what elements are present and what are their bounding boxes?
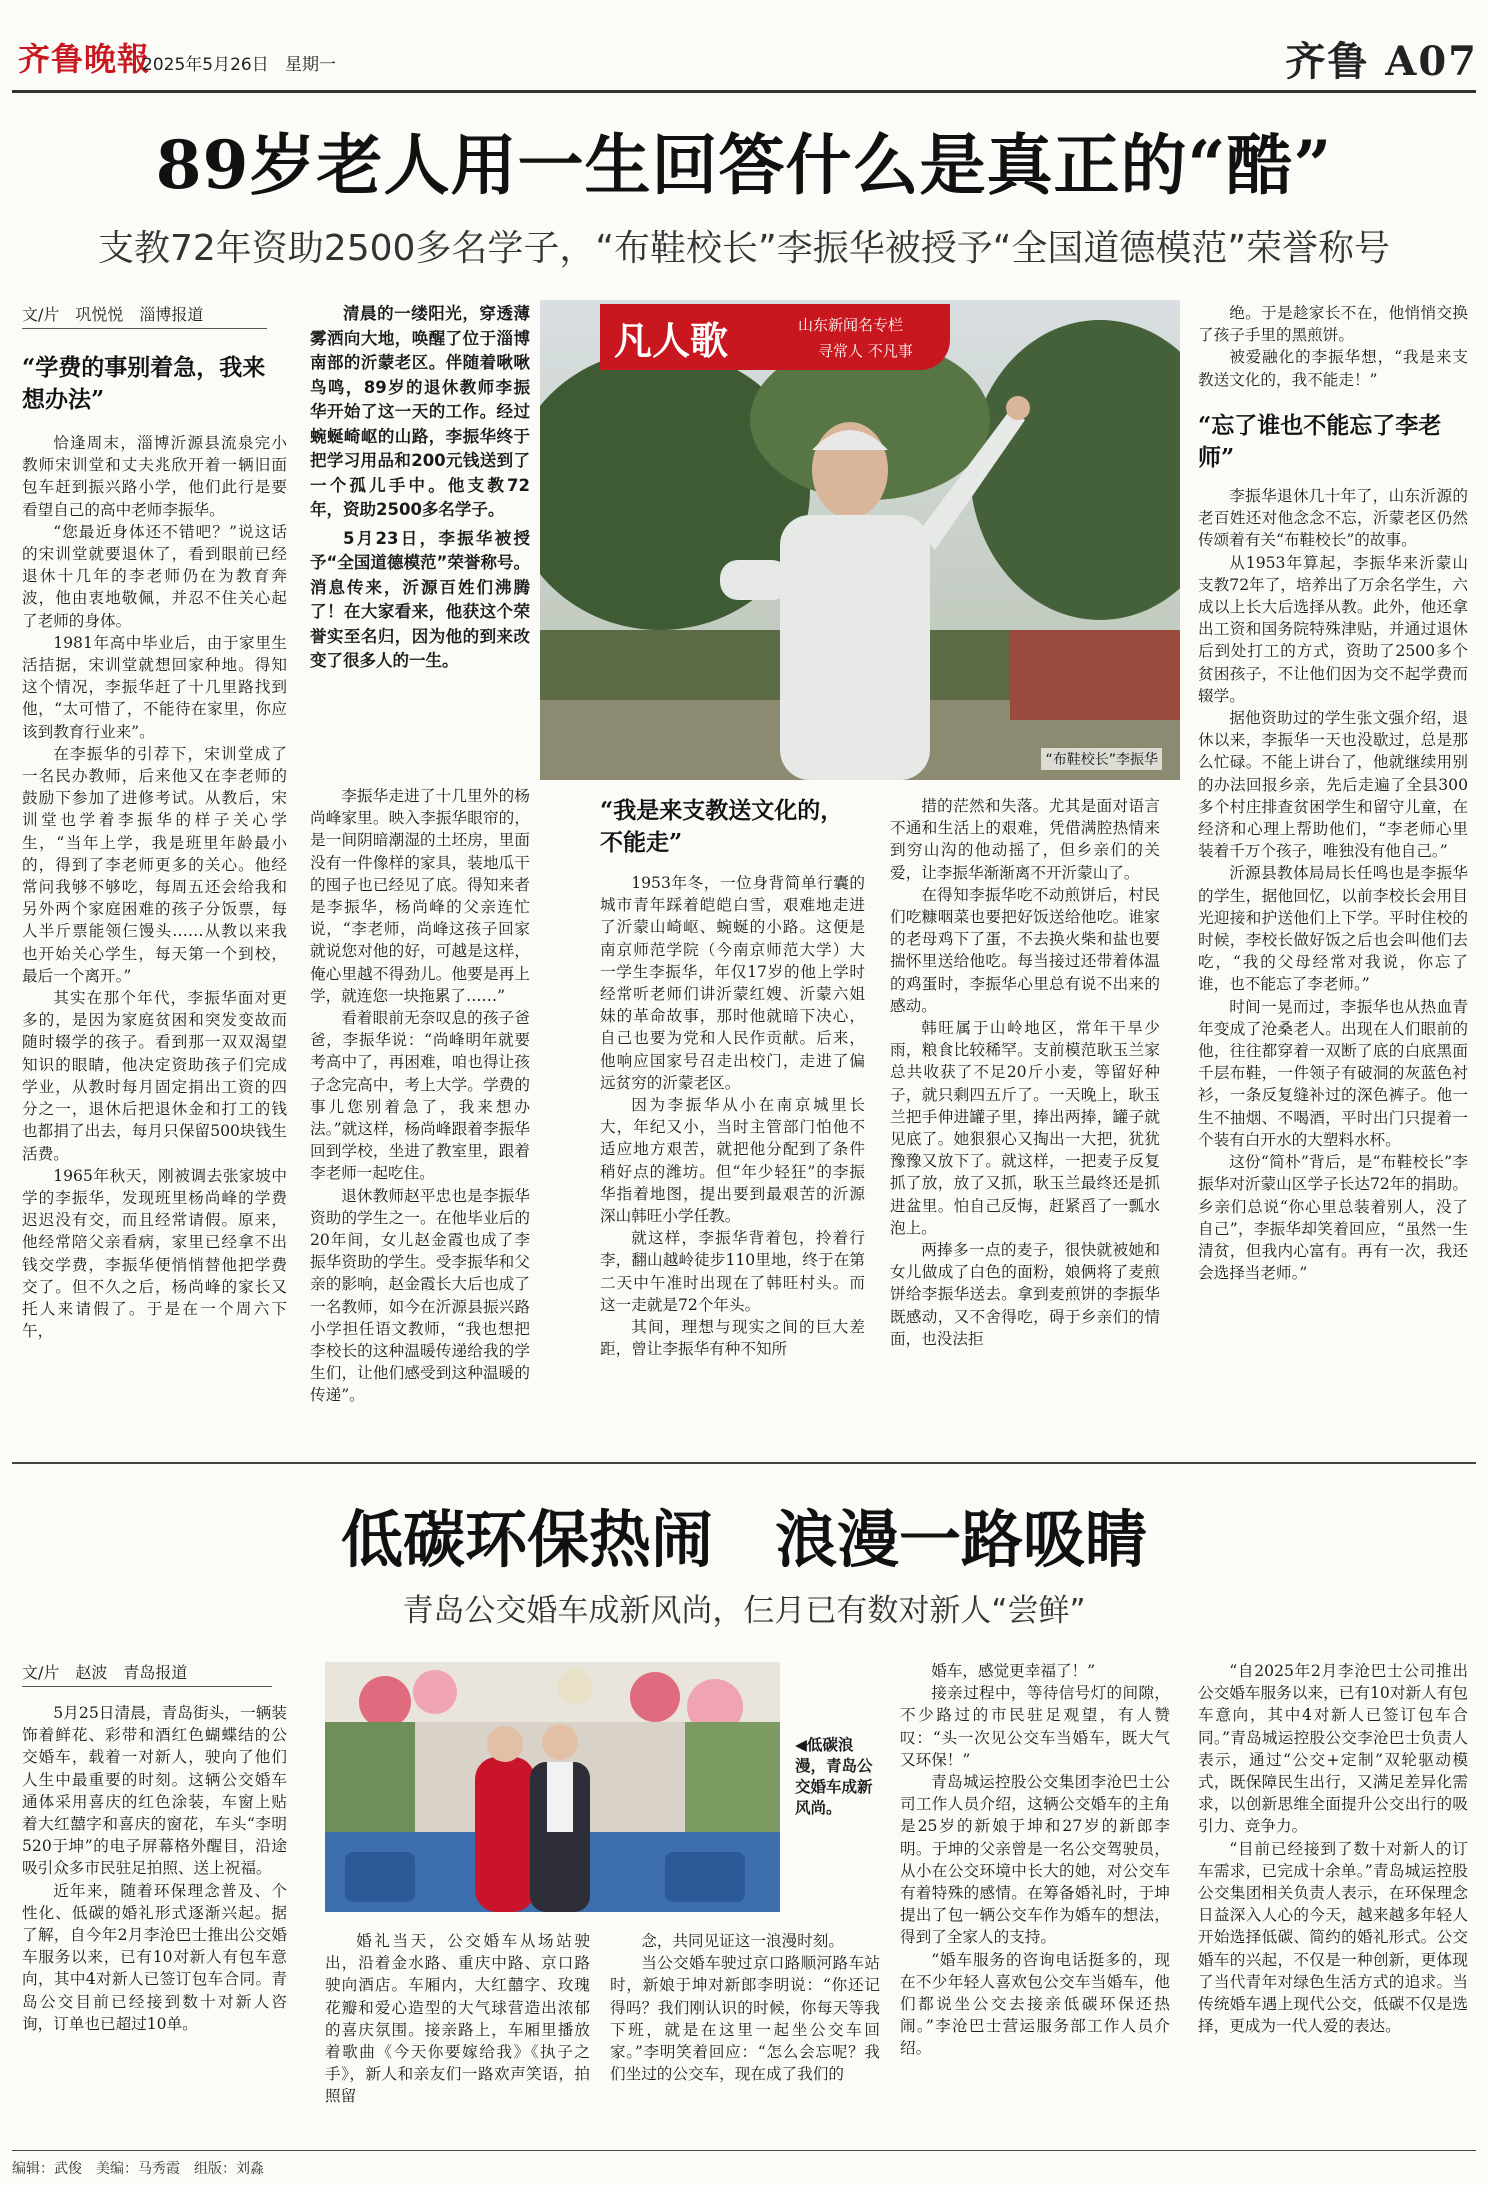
caption-arrow-icon: ◀	[795, 1736, 807, 1754]
paragraph: 李振华走进了十几里外的杨尚峰家里。映入李振华眼帘的，是一间阴暗潮湿的土坯房，里面没有一件像样的家具，装地瓜干的囤子也已经见了底。得知来者是李振华，杨尚峰的父亲连忙说，“李老师，尚峰这孩子回家就说您对他的好，可越是这样，俺心里越不得劲儿。他要是再上学，就连您一块拖累了……”	[310, 787, 530, 1005]
paragraph: 这份“简朴”背后，是“布鞋校长”李振华对沂蒙山区学子长达72年的捐助。乡亲们总说“你心里总装着别人，没了自己”，李振华却笑着回应，“虽然一生清贫，但我内心富有。再有一次，我还会选择当老师。”	[1198, 1153, 1468, 1283]
column-badge-tag1: 山东新闻名专栏	[798, 316, 904, 334]
story1-subhead-2: “我是来支教送文化的，不能走”	[600, 797, 844, 856]
story1-column-1	[22, 432, 287, 1430]
paragraph: “目前已经接到了数十对新人的订车需求，已完成十余单。”青岛城运控股公交集团相关负责人表示，在环保理念日益深入人心的今天，越来越多年轻人开始选择低碳、简约的婚礼形式。公交婚车的兴起，不仅是一种创新，更体现了当代青年对绿色生活方式的追求。当传统婚车遇上现代公交，低碳不仅是选择，更成为一代人爱的表达。	[1198, 1839, 1468, 2036]
paragraph: 韩旺属于山岭地区，常年干旱少雨，粮食比较稀罕。支前模范耿玉兰家总共收获了不足20斤小麦，等留好种子，就只剩四五斤了。一天晚上，耿玉兰把手伸进罐子里，捧出两捧，罐子就见底了。她狠狠心又掏出一大把，犹犹豫豫又放下了。就这样，一把麦子反复抓了放，放了又抓，耿玉兰最终还是抓进盆里。怕自己反悔，赶紧舀了一瓢水泡上。	[890, 1019, 1160, 1237]
paragraph: 两捧多一点的麦子，很快就被她和女儿做成了白色的面粉，娘俩将了麦煎饼给李振华送去。拿到麦煎饼的李振华既感动，又不舍得吃，碍于乡亲们的情面，也没法拒	[890, 1241, 1160, 1348]
paragraph: 近年来，随着环保理念普及、个性化、低碳的婚礼形式逐渐兴起。据了解，自今年2月李沧巴士推出公交婚车服务以来，已有10对新人有包车意向，其中4对新人已签订包车合同。青岛公交目前已经接到数十对新人咨询，订单也已超过10单。	[22, 1881, 287, 2033]
bottom-rule	[12, 2150, 1476, 2151]
story1-column-2	[310, 785, 530, 1430]
paragraph: 婚车，感觉更幸福了！”	[931, 1662, 1096, 1680]
story-separator	[12, 1462, 1476, 1464]
story1-lead	[310, 302, 530, 764]
paragraph: “您最近身体还不错吧？”说这话的宋训堂就要退休了，看到眼前已经退休十几年的李老师仍在为教育奔波，他由衷地敬佩，并忍不住关心起了老师的身体。	[22, 522, 287, 630]
paragraph: 念，共同见证这一浪漫时刻。	[641, 1932, 844, 1950]
story1-byline: 文/片 巩悦悦 淄博报道	[22, 302, 267, 329]
paragraph: 在李振华的引荐下，宋训堂成了一名民办教师，后来他又在李老师的鼓励下参加了进修考试。从教后，宋训堂也学着李振华的样子关心学生，“当年上学，我是班里年龄最小的，得到了李老师更多的关心。他经常问我够不够吃，每周五还会给我和另外两个家庭困难的孩子分饭票，每人半斤票能领仨馒头……从教以来我也开始关心学生，每天第一个到校，最后一个离开。”	[22, 744, 287, 985]
paragraph: 就这样，李振华背着包，拎着行李，翻山越岭徒步110里地，终于在第二天中午准时出现在了韩旺村头。而这一走就是72个年头。	[600, 1229, 865, 1314]
paragraph: 据他资助过的学生张文强介绍，退休以来，李振华一天也没歇过，总是那么忙碌。不能上讲台了，他就继续用别的办法回报乡亲，先后走遍了全县300多个村庄排查贫困学生和留守儿童，在经济和心理上帮助他们，“李老师心里装着千万个孩子，唯独没有他自己。”	[1198, 709, 1468, 861]
story1-subhead-3: “忘了谁也不能忘了李老师”	[1198, 412, 1442, 471]
paragraph: 5月25日清晨，青岛街头，一辆装饰着鲜花、彩带和酒红色蝴蝶结的公交婚车，载着一对新人，驶向了他们人生中最重要的时刻。这辆公交婚车通体采用喜庆的红色涂装，车窗上贴着大红囍字和喜庆的窗花，车头“李明520于坤”的电子屏幕格外醒目，沿途吸引众多市民驻足拍照、送上祝福。	[22, 1704, 287, 1878]
paragraph: 从1953年算起，李振华来沂蒙山支教72年了，培养出了万余名学生，六成以上长大后选择从教。此外，他还拿出工资和国务院特殊津贴，并通过退休后到处打工的方式，资助了2500多个贫困孩子，不让他们因为交不起学费而辍学。	[1198, 553, 1468, 705]
story2-byline: 文/片 赵波 青岛报道	[22, 1660, 272, 1687]
paragraph: 1965年秋天，刚被调去张家坡中学的李振华，发现班里杨尚峰的学费迟迟没有交，而且经常请假。原来，他经常陪父亲看病，家里已经拿不出钱交学费，李振华便悄悄替他把学费交了。但不久之后，杨尚峰的家长又托人来请假了。于是在一个周六下午，	[22, 1166, 287, 1341]
top-rule	[12, 90, 1476, 93]
story1-headline: 89岁老人用一生回答什么是真正的“酷”	[155, 126, 1333, 204]
paragraph: 接亲过程中，等待信号灯的间隙，不少路过的市民驻足观望，有人赞叹：“头一次见公交车当婚车，既大气又环保！”	[900, 1684, 1170, 1769]
issue-date: 2025年5月26日	[142, 55, 269, 75]
story2-photo	[325, 1662, 780, 1912]
paragraph: 青岛城运控股公交集团李沧巴士公司工作人员介绍，这辆公交婚车的主角是25岁的新娘于坤和27岁的新郎李明。于坤的父亲曾是一名公交驾驶员，从小在公交环境中长大的她，对公交车有着特殊的感情。在筹备婚礼时，于坤提出了包一辆公交车作为婚车的想法，得到了全家人的支持。	[900, 1773, 1170, 1947]
paragraph: 因为李振华从小在南京城里长大，年纪又小，当时主管部门怕他不适应地方艰苦，就把他分配到了条件稍好点的潍坊。但“年少轻狂”的李振华指着地图，提出要到最艰苦的沂源深山韩旺小学任教。	[600, 1096, 865, 1226]
story2-column-3	[610, 1930, 880, 2140]
paragraph: 绝。于是趁家长不在，他悄悄交换了孩子手里的黑煎饼。	[1198, 304, 1468, 345]
paragraph: “自2025年2月李沧巴士公司推出公交婚车服务以来，已有10对新人有包车意向，其中4对新人已签订包车合同。”青岛城运控股公交李沧巴士负责人表示，通过“公交+定制”双轮驱动模式，既保障民生出行，又满足差异化需求，以创新思维全面提升公交出行的吸引力、竞争力。	[1198, 1662, 1468, 1836]
story1-subhead-1: “学费的事别着急，我来想办法”	[22, 354, 266, 413]
story1-column-3	[600, 872, 865, 1430]
paragraph: 其实在那个年代，李振华面对更多的，是因为家庭贫困和突发变故而随时辍学的孩子。看到那一双双渴望知识的眼睛，他决定资助孩子们完成学业，从教时每月固定捐出工资的四分之一，退休后把退休金和打工的钱也都捐了出去，每月只保留500块钱生活费。	[22, 989, 287, 1163]
story1-column-4	[890, 795, 1160, 1430]
caption-text: 低碳浪漫，青岛公交婚车成新风尚。	[795, 1736, 873, 1817]
editor-credits: 编辑：武俊 美编：马秀霞 组版：刘淼	[12, 2161, 264, 2177]
story2-headline: 低碳环保热闹 浪漫一路吸睛	[340, 1503, 1147, 1576]
paragraph: 婚礼当天，公交婚车从场站驶出，沿着金水路、重庆中路、京口路驶向酒店。车厢内，大红囍字、玫瑰花瓣和爱心造型的大气球营造出浓郁的喜庆氛围。接亲路上，车厢里播放着歌曲《今天你要嫁给我》《执子之手》，新人和亲友们一路欢声笑语，拍照留	[325, 1932, 590, 2106]
lead-paragraph: 清晨的一缕阳光，穿透薄雾洒向大地，唤醒了位于淄博南部的沂蒙老区。伴随着啾啾鸟鸣，89岁的退休教师李振华开始了这一天的工作。经过蜿蜒崎岖的山路，李振华终于把学习用品和200元钱送到了一个孤儿手中。他支教72年，资助2500多名学子。	[310, 304, 530, 519]
paragraph: 当公交婚车驶过京口路顺河路车站时，新娘于坤对新郎李明说：“你还记得吗？我们刚认识的时候，你每天等我下班，就是在这里一起坐公交车回家。”李明笑着回应：“怎么会忘呢？我们坐过的公交车，现在成了我们的	[610, 1954, 880, 2084]
paragraph: 被爱融化的李振华想，“我是来支教送文化的，我不能走！”	[1198, 348, 1468, 389]
story1-subheadline: 支教72年资助2500多名学子，“布鞋校长”李振华被授予“全国道德模范”荣誉称号	[97, 228, 1391, 269]
paragraph: 1953年冬，一位身背简单行囊的城市青年踩着皑皑白雪，艰难地走进了沂蒙山崎岖、蜿蜒的小路。这便是南京师范学院（今南京师范大学）大一学生李振华，年仅17岁的他上学时经常听老师们讲沂蒙红嫂、沂蒙六姐妹的革命故事，那时他就暗下决心，自己也要为党和人民作贡献。后来，他响应国家号召走出校门，走进了偏远贫穷的沂蒙老区。	[600, 874, 865, 1092]
column-badge-title: 凡人歌	[614, 318, 729, 363]
paragraph: 在得知李振华吃不动煎饼后，村民们吃糠咽菜也要把好饭送给他吃。谁家的老母鸡下了蛋，不去换火柴和盐也要揣怀里送给他吃。每当接过还带着体温的鸡蛋时，李振华心里总有说不出来的感动。	[890, 885, 1160, 1015]
paragraph: 李振华退休几十年了，山东沂源的老百姓还对他念念不忘，沂蒙老区仍然传颂着有关“布鞋校长”的故事。	[1198, 487, 1468, 550]
story1-column-5a	[1198, 302, 1468, 402]
paragraph: “婚车服务的咨询电话挺多的，现在不少年轻人喜欢包公交车当婚车，他们都说坐公交去接亲低碳环保还热闹。”李沧巴士营运服务部工作人员介绍。	[900, 1950, 1170, 2058]
story2-column-4	[900, 1660, 1170, 2140]
story2-photo-caption	[795, 1735, 873, 1885]
paragraph: 1981年高中毕业后，由于家里生活拮据，宋训堂就想回家种地。得知这个情况，李振华赶了十几里路找到他，“太可惜了，不能待在家里，你应该到教育行业来”。	[22, 633, 287, 741]
paragraph: 时间一晃而过，李振华也从热血青年变成了沧桑老人。出现在人们眼前的他，往往都穿着一双断了底的白底黑面千层布鞋，一件领子有破洞的灰蓝色衬衫，一条反复缝补过的深色裤子。他一生不抽烟、不喝酒，平时出门只提着一个装有白开水的大塑料水杯。	[1198, 997, 1468, 1149]
paragraph: 措的茫然和失落。尤其是面对语言不通和生活上的艰难，凭借满腔热情来到穷山沟的他动摇了，但乡亲们的关爱，让李振华渐渐离不开沂蒙山了。	[890, 797, 1160, 882]
lead-paragraph: 5月23日，李振华被授予“全国道德模范”荣誉称号。消息传来，沂源百姓们沸腾了！在大家看来，他获这个荣誉实至名归，因为他的到来改变了很多人的一生。	[310, 528, 530, 670]
story2-column-5	[1198, 1660, 1468, 2140]
paragraph: 其间，理想与现实之间的巨大差距，曾让李振华有种不知所	[600, 1318, 865, 1359]
column-badge-tag2: 寻常人 不凡事	[818, 342, 913, 360]
paragraph: 看着眼前无奈叹息的孩子爸爸，李振华说：“尚峰明年就要考高中了，再困难，咱也得让孩子念完高中，考上大学。学费的事儿您别着急了，我来想办法。”就这样，杨尚峰跟着李振华回到学校，坐进了教室里，跟着李老师一起吃住。	[310, 1009, 530, 1183]
paragraph: 恰逢周末，淄博沂源县流泉完小教师宋训堂和丈夫兆欣开着一辆旧面包车赶到振兴路小学，他们此行是要看望自己的高中老师李振华。	[22, 434, 287, 519]
issue-weekday: 星期一	[285, 55, 336, 75]
paragraph: 退休教师赵平忠也是李振华资助的学生之一。在他毕业后的20年间，女儿赵金霞也成了李振华资助的学生。受李振华和父亲的影响，赵金霞长大后也成了一名教师，如今在沂源县振兴路小学担任语文教师，“我也想把李校长的这种温暖传递给我的学生们，让他们感受到这种温暖的传递”。	[310, 1186, 530, 1405]
teacher-photo-illustration	[540, 300, 1180, 780]
story1-column-5b	[1198, 485, 1468, 1430]
bus-wedding-photo-illustration	[325, 1662, 780, 1912]
story1-photo-caption: “布鞋校长”李振华	[1041, 748, 1162, 770]
story1-photo	[540, 300, 1180, 780]
story2-column-2	[325, 1930, 590, 2140]
column-badge	[600, 304, 950, 370]
newspaper-logo: 齐鲁晚報	[18, 40, 151, 78]
paragraph: 沂源县教体局局长任鸣也是李振华的学生，据他回忆，以前李校长会用目光迎接和护送他们上下学。平时住校的时候，李校长做好饭之后也会叫他们去吃，“我的父母经常对我说，你忘了谁，也不能忘了李老师。”	[1198, 864, 1468, 994]
page-section: 齐鲁 A07	[1285, 38, 1478, 85]
story2-subheadline: 青岛公交婚车成新风尚，仨月已有数对新人“尝鲜”	[402, 1593, 1086, 1629]
story2-column-1	[22, 1702, 287, 2140]
